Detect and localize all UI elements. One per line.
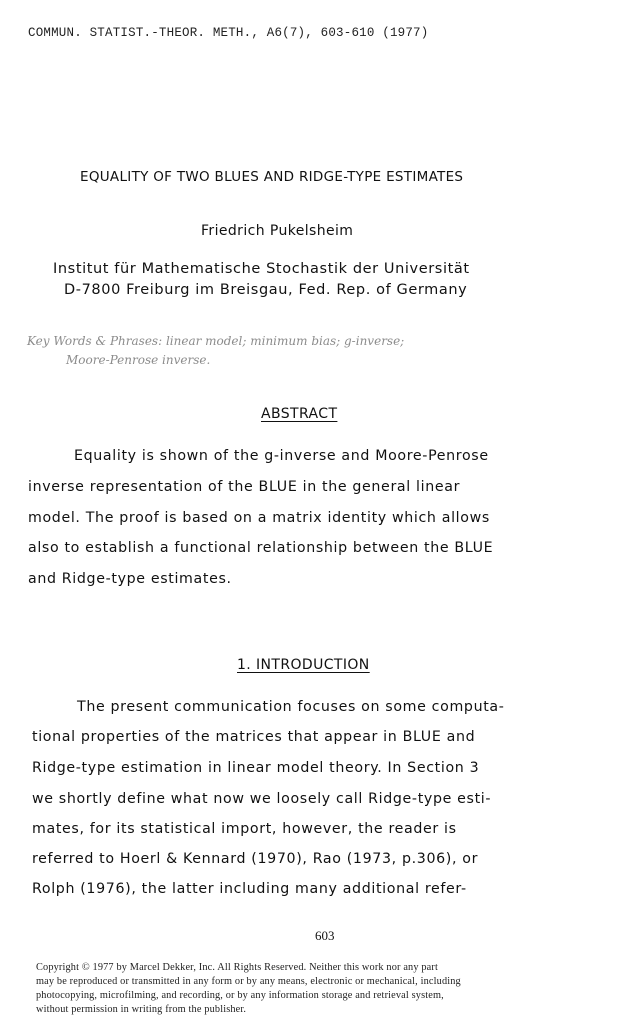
keywords-line: Key Words & Phrases: linear model; minimum bias; g-inverse; (27, 334, 405, 348)
affiliation-line: Institut für Mathematische Stochastik der Universität (53, 261, 470, 277)
intro-line: tional properties of the matrices that appear in BLUE and (32, 729, 476, 745)
running-head: COMMUN. STATIST.-THEOR. METH., A6(7), 603-610 (1977) (28, 26, 429, 40)
intro-line: Rolph (1976), the latter including many additional refer- (32, 881, 467, 897)
copyright-line: may be reproduced or transmitted in any form or by any means, electronic or mechanical, including (36, 976, 461, 987)
paper-title: EQUALITY OF TWO BLUES AND RIDGE-TYPE ESTIMATES (80, 169, 464, 185)
abstract-heading: ABSTRACT (261, 406, 338, 422)
intro-line: mates, for its statistical import, however, the reader is (32, 821, 457, 837)
copyright-line: without permission in writing from the publisher. (36, 1004, 247, 1015)
intro-line: The present communication focuses on some computa- (77, 699, 505, 715)
author-name: Friedrich Pukelsheim (201, 223, 354, 239)
copyright-line: photocopying, microfilming, and recording, or by any information storage and retrieval system, (36, 990, 444, 1001)
keywords-line: Moore-Penrose inverse. (66, 353, 211, 367)
copyright-line: Copyright © 1977 by Marcel Dekker, Inc. All Rights Reserved. Neither this work nor any part (36, 962, 438, 973)
abstract-line: also to establish a functional relationship between the BLUE (28, 540, 494, 556)
intro-line: referred to Hoerl & Kennard (1970), Rao (1973, p.306), or (32, 851, 479, 867)
introduction-heading: 1. INTRODUCTION (237, 657, 370, 673)
intro-line: Ridge-type estimation in linear model theory. In Section 3 (32, 760, 480, 776)
page-number: 603 (315, 928, 335, 943)
abstract-line: and Ridge-type estimates. (28, 571, 232, 587)
abstract-line: Equality is shown of the g-inverse and Moore-Penrose (74, 448, 489, 464)
abstract-line: inverse representation of the BLUE in the general linear (28, 479, 461, 495)
intro-line: we shortly define what now we loosely call Ridge-type esti- (32, 791, 492, 807)
affiliation-line: D-7800 Freiburg im Breisgau, Fed. Rep. of Germany (64, 282, 468, 298)
abstract-line: model. The proof is based on a matrix identity which allows (28, 510, 490, 526)
